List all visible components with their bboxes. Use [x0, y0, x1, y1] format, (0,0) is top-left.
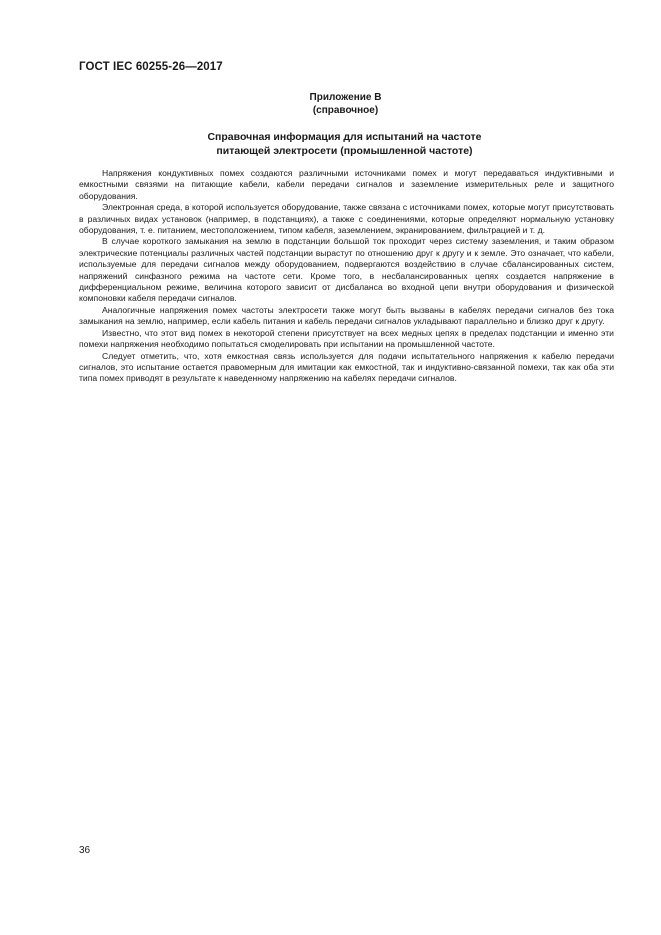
paragraph: Известно, что этот вид помех в некоторой степени присутствует на всех медных цепях в пределах подстанции и именно эти помехи напряжения необходимо попытаться смоделировать при испытании на промышленной частоте.	[79, 327, 614, 350]
paragraph: В случае короткого замыкания на землю в подстанции большой ток проходит через систему заземления, и таким образом электрические потенциалы различных частей подстанции вырастут по отношению друг к другу и к земле. Это означает, что кабели, используемые для передачи сигналов между оборудованием, подвергаются воздействию в случае сбалансированных систем, напряжений синфазного режима на частоте сети. Кроме того, в несбалансированных цепях создается напряжение в дифференциальном режиме, величина которого зависит от дисбаланса во входной цепи внутри оборудования и физической компоновки кабеля передачи сигналов.	[79, 236, 614, 304]
section-title-line-2: питающей электросети (промышленной частоте)	[216, 145, 473, 157]
paragraph: Следует отметить, что, хотя емкостная связь используется для подачи испытательного напряжения к кабелю передачи сигналов, это испытание остается правомерным для имитации как емкостной, так и индуктивно-связанной помехи, так как оба эти типа помех приводят в результате к наведенному напряжению на кабелях передачи сигналов.	[79, 350, 614, 384]
page-number: 36	[79, 845, 91, 856]
paragraph: Аналогичные напряжения помех частоты электросети также могут быть вызваны в кабелях передачи сигналов без тока замыкания на землю, например, если кабель питания и кабель передачи сигналов укладывают параллельно и близко друг к другу.	[79, 304, 614, 327]
annex-label: Приложение В	[309, 92, 382, 103]
paragraph: Напряжения кондуктивных помех создаются различными источниками помех и могут передаваться индуктивными и емкостными связями на питающие кабели, кабели передачи сигналов и заземление измерительных реле и защитного оборудования.	[79, 168, 614, 201]
section-title-line-1: Справочная информация для испытаний на частоте	[207, 131, 482, 143]
paragraph: Электронная среда, в которой используется оборудование, также связана с источниками помех, которые могут присутствовать в различных видах установок (например, в подстанциях), а также с соединениями, которые определяют нормальную установку оборудования, т. е. питанием, местоположением, типом кабеля, заземлением, экранированием, фильтрацией и т. д.	[79, 202, 614, 236]
annex-type: (справочное)	[312, 105, 379, 116]
document-header: ГОСТ IEC 60255-26—2017	[79, 61, 223, 73]
body-text	[79, 168, 614, 385]
